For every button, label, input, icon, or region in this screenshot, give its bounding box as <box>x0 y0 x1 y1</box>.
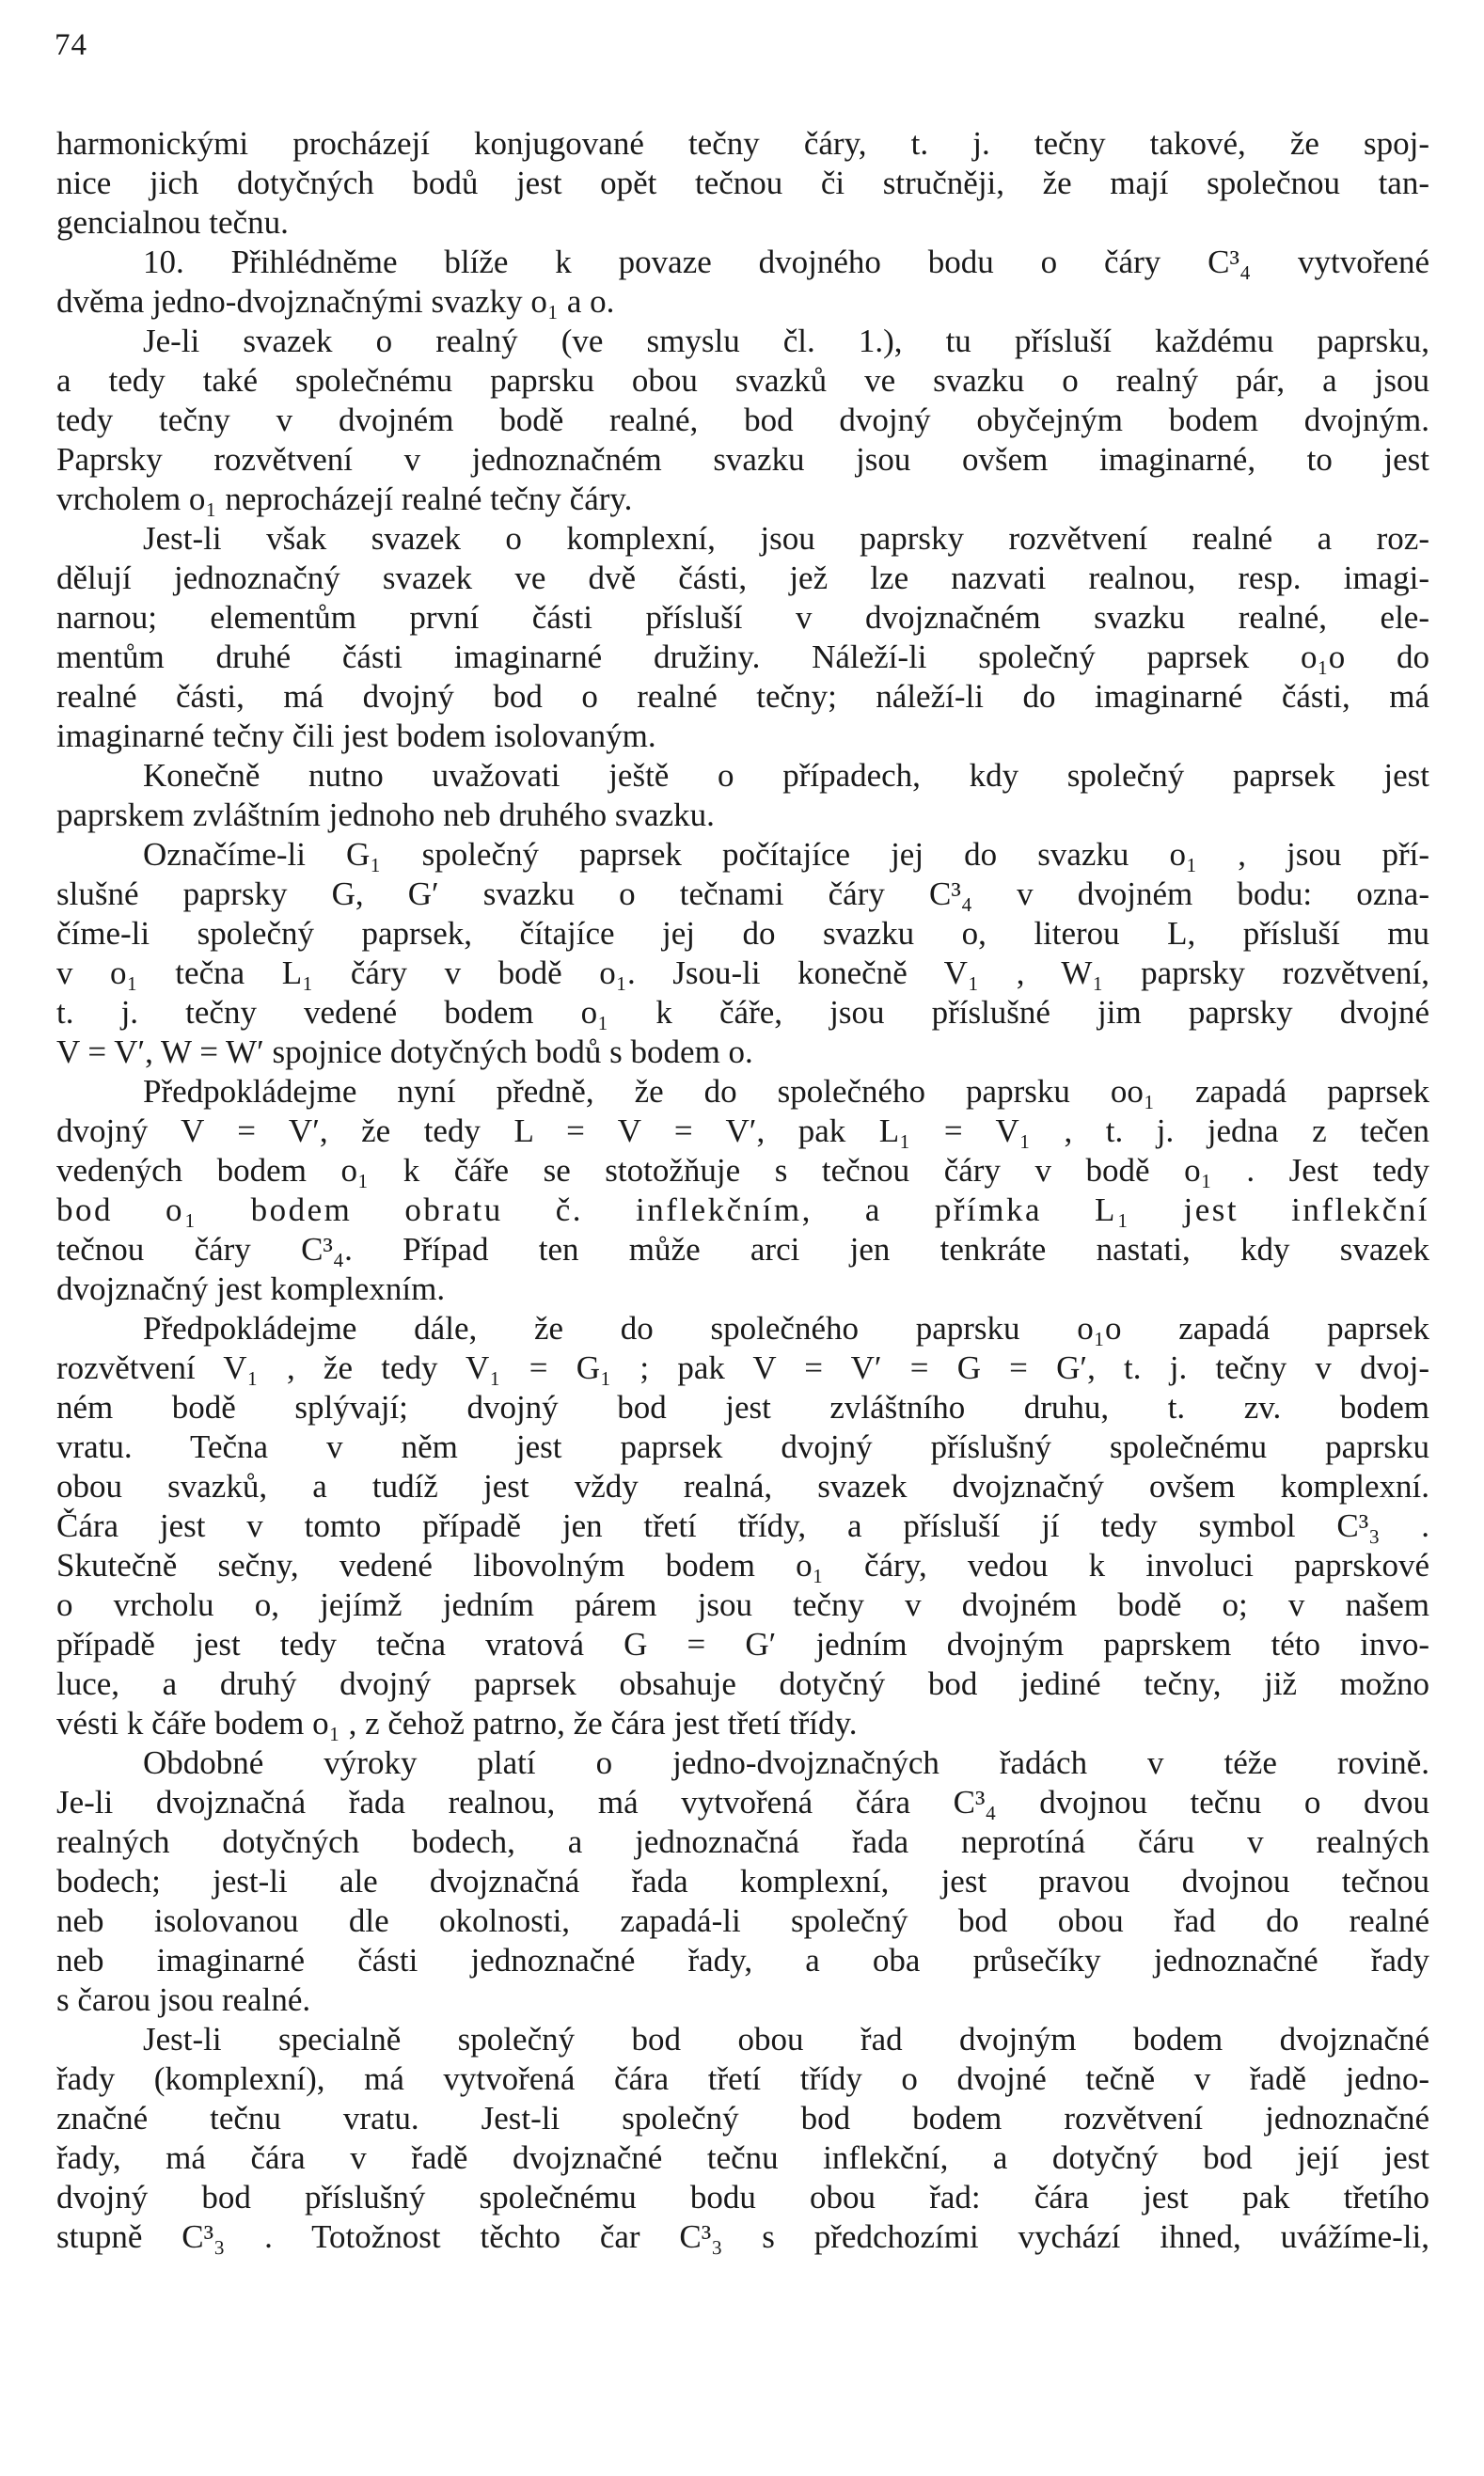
text-line: harmonickými procházejí konjugované tečny čáry, t. j. tečny takové, že spoj- <box>56 125 1429 162</box>
text-line: gencialnou tečnu. <box>56 204 289 241</box>
text-line: dvěma jedno-dvojznačnými svazky o₁ a o. <box>56 283 615 320</box>
text-line: realných dotyčných bodech, a jednoznačná řada neprotíná čáru v realných <box>56 1823 1429 1860</box>
text-line: Obdobné výroky platí o jedno-dvojznačných řadách v téže rovině. <box>143 1744 1429 1781</box>
text-line: mentům druhé části imaginarné družiny. Náleží-li společný paprsek o₁o do <box>56 639 1429 675</box>
text-line: slušné paprsky G, G′ svazku o tečnami čáry C³₄ v dvojném bodu: ozna- <box>56 875 1429 912</box>
text-line: stupně C³₃ . Totožnost těchto čar C³₃ s předchozími vychází ihned, uvážíme-li, <box>56 2218 1429 2255</box>
text-line: s čarou jsou realné. <box>56 1981 311 2018</box>
text-line: řady (komplexní), má vytvořená čára třetí třídy o dvojné tečně v řadě jedno- <box>56 2060 1429 2097</box>
text-line: Konečně nutno uvažovati ještě o případech, kdy společný paprsek jest <box>143 757 1429 794</box>
text-line: Předpokládejme dále, že do společného paprsku o₁o zapadá paprsek <box>143 1310 1429 1347</box>
text-line: tedy tečny v dvojném bodě realné, bod dvojný obyčejným bodem dvojným. <box>56 402 1429 438</box>
text-line: obou svazků, a tudíž jest vždy realná, svazek dvojznačný ovšem komplexní. <box>56 1468 1429 1505</box>
text-line: Skutečně sečny, vedené libovolným bodem o₁ čáry, vedou k involuci paprskové <box>56 1547 1429 1584</box>
text-line: bodech; jest-li ale dvojznačná řada komplexní, jest pravou dvojnou tečnou <box>56 1863 1429 1900</box>
text-line: číme-li společný paprsek, čítajíce jej do svazku o, literou L, přísluší mu <box>56 915 1429 952</box>
text-line: vedených bodem o₁ k čáře se stotožňuje s tečnou čáry v bodě o₁ . Jest tedy <box>56 1152 1429 1189</box>
text-line: Jest-li specialně společný bod obou řad dvojným bodem dvojznačné <box>143 2021 1429 2058</box>
text-line: Je-li svazek o realný (ve smyslu čl. 1.), tu přísluší každému paprsku, <box>143 323 1429 359</box>
text-line: Předpokládejme nyní předně, že do společného paprsku oo₁ zapadá paprsek <box>143 1073 1429 1110</box>
text-line: paprskem zvláštním jednoho neb druhého svazku. <box>56 796 715 833</box>
text-line: vésti k čáře bodem o₁ , z čehož patrno, že čára jest třetí třídy. <box>56 1705 858 1742</box>
text-line: realné části, má dvojný bod o realné tečny; náleží-li do imaginarné části, má <box>56 678 1429 715</box>
text-line: případě jest tedy tečna vratová G = G′ jedním dvojným paprskem této invo- <box>56 1626 1429 1663</box>
text-line: t. j. tečny vedené bodem o₁ k čáře, jsou příslušné jim paprsky dvojné <box>56 994 1429 1031</box>
text-line: dvojný bod příslušný společnému bodu obou řad: čára jest pak třetího <box>56 2179 1429 2216</box>
text-line: vrcholem o₁ neprocházejí realné tečny čáry. <box>56 481 633 517</box>
text-line: neb imaginarné části jednoznačné řady, a oba průsečíky jednoznačné řady <box>56 1942 1429 1979</box>
text-line: narnou; elementům první části přísluší v dvojznačném svazku realné, ele- <box>56 599 1429 636</box>
text-line: Označíme-li G₁ společný paprsek počítajíce jej do svazku o₁ , jsou pří- <box>143 836 1429 873</box>
text-line: řady, má čára v řadě dvojznačné tečnu inflekční, a dotyčný bod její jest <box>56 2139 1429 2176</box>
text-line: luce, a druhý dvojný paprsek obsahuje dotyčný bod jediné tečny, již možno <box>56 1665 1429 1702</box>
text-line: dvojný V = V′, že tedy L = V = V′, pak L₁ = V₁ , t. j. jedna z tečen <box>56 1112 1429 1149</box>
text-line: dvojznačný jest komplexním. <box>56 1270 446 1307</box>
text-line: Čára jest v tomto případě jen třetí třídy, a přísluší jí tedy symbol C³₃ . <box>56 1507 1429 1544</box>
body-text <box>56 124 1429 2257</box>
text-line: rozvětvení V₁ , že tedy V₁ = G₁ ; pak V = V′ = G = G′, t. j. tečny v dvoj- <box>56 1349 1429 1386</box>
text-line: V = V′, W = W′ spojnice dotyčných bodů s bodem o. <box>56 1033 753 1070</box>
text-line: ném bodě splývají; dvojný bod jest zvláštního druhu, t. zv. bodem <box>56 1389 1429 1426</box>
text-line: o vrcholu o, jejímž jedním párem jsou tečny v dvojném bodě o; v našem <box>56 1586 1429 1623</box>
text-line: v o₁ tečna L₁ čáry v bodě o₁. Jsou-li konečně V₁ , W₁ paprsky rozvětvení, <box>56 954 1429 991</box>
text-line: bod o₁ bodem obratu č. inflekčním, a přímka L₁ jest inflekční <box>56 1191 1429 1228</box>
text-line: Paprsky rozvětvení v jednoznačném svazku jsou ovšem imaginarné, to jest <box>56 441 1429 478</box>
text-line: a tedy také společnému paprsku obou svazků ve svazku o realný pár, a jsou <box>56 362 1429 399</box>
text-line: Je-li dvojznačná řada realnou, má vytvořená čára C³₄ dvojnou tečnu o dvou <box>56 1784 1429 1821</box>
page-number: 74 <box>55 28 87 62</box>
text-line: 10. Přihlédněme blíže k povaze dvojného bodu o čáry C³₄ vytvořené <box>143 244 1429 280</box>
text-line: Jest-li však svazek o komplexní, jsou paprsky rozvětvení realné a roz- <box>143 520 1429 557</box>
text-line: dělují jednoznačný svazek ve dvě části, jež lze nazvati realnou, resp. imagi- <box>56 560 1429 596</box>
text-line: nice jich dotyčných bodů jest opět tečnou či stručněji, že mají společnou tan- <box>56 165 1429 201</box>
text-line: vratu. Tečna v něm jest paprsek dvojný příslušný společnému paprsku <box>56 1428 1429 1465</box>
text-line: značné tečnu vratu. Jest-li společný bod bodem rozvětvení jednoznačné <box>56 2100 1429 2137</box>
text-line: imaginarné tečny čili jest bodem isolovaným. <box>56 718 656 754</box>
text-line: neb isolovanou dle okolnosti, zapadá-li společný bod obou řad do realné <box>56 1902 1429 1939</box>
text-line: tečnou čáry C³₄. Případ ten může arci jen tenkráte nastati, kdy svazek <box>56 1231 1429 1268</box>
